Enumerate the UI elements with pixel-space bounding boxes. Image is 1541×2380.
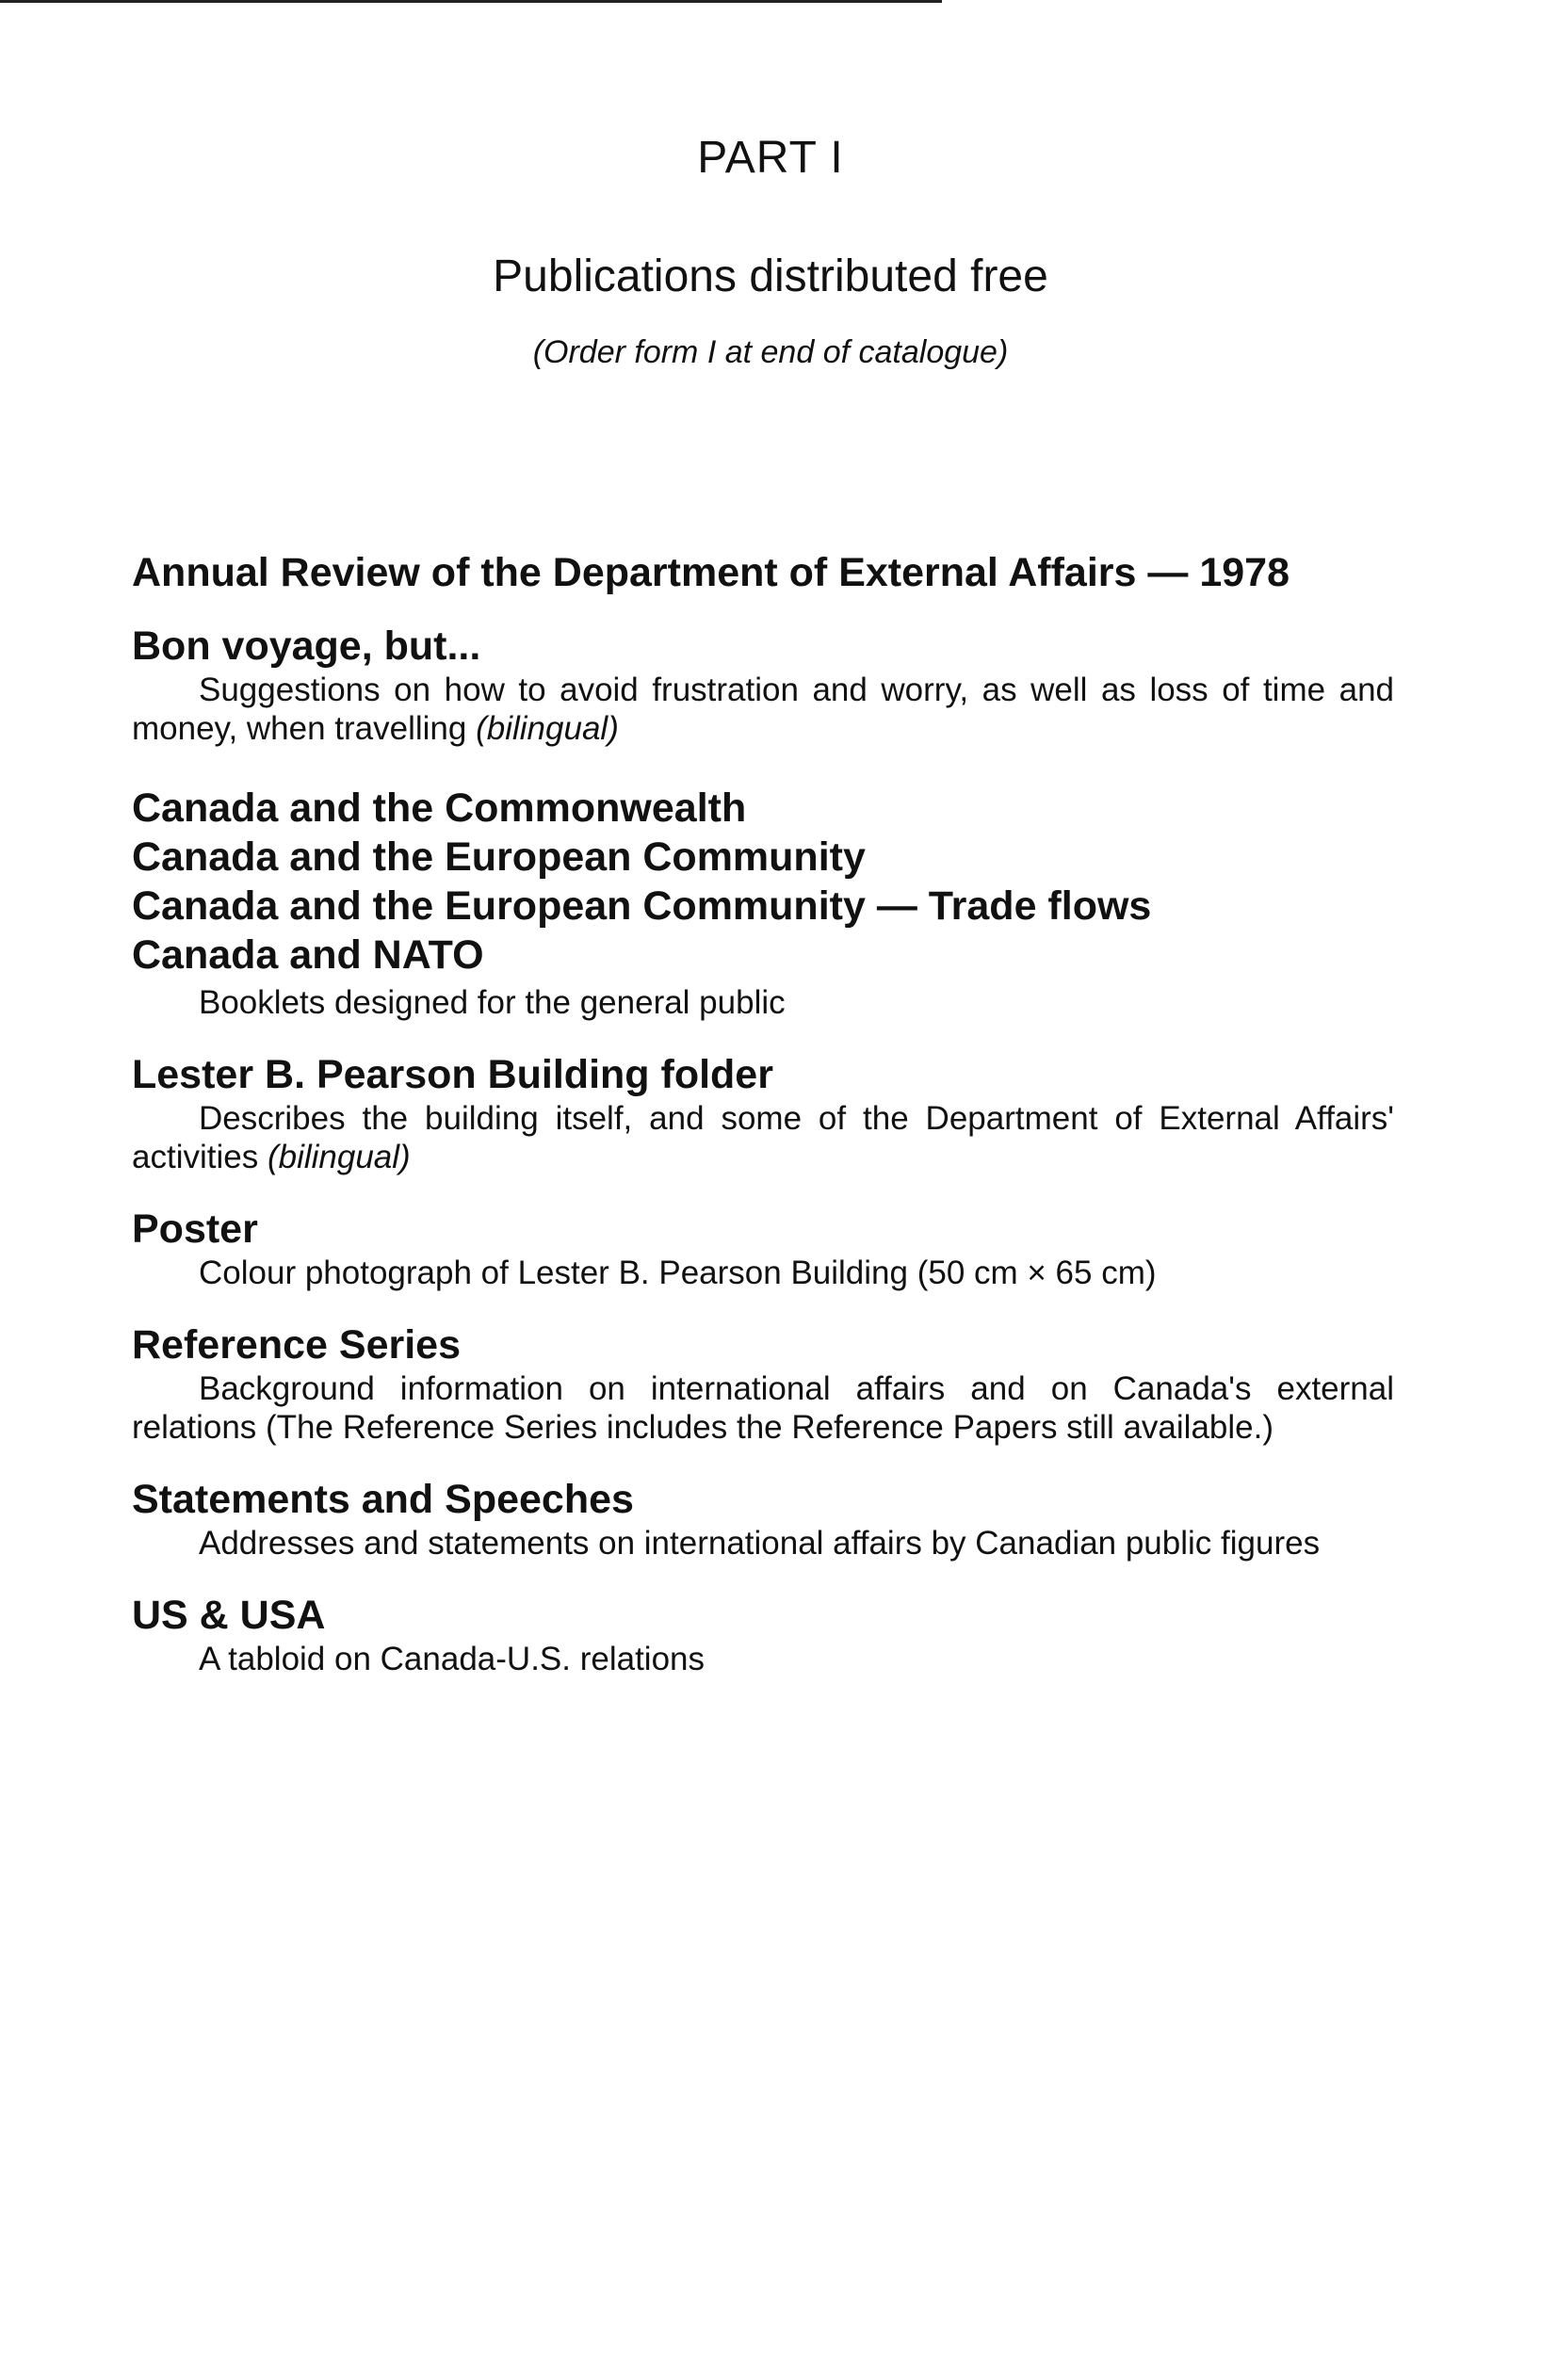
entry-title: US & USA xyxy=(132,1593,326,1638)
entry-title: Canada and the Commonwealth xyxy=(132,785,747,831)
entry-canada-commonwealth xyxy=(132,784,1394,833)
entry-description-text: Describes the building itself, and some of the Department of External Affairs' activities xyxy=(132,1100,1394,1175)
entry-title: Canada and the European Community xyxy=(132,834,866,880)
entry-canada-nato xyxy=(132,931,1394,1022)
entry-annual-review xyxy=(132,548,1394,597)
entry-description-text: Suggestions on how to avoid frustration and worry, as well as loss of time and money, when travelling xyxy=(132,672,1394,747)
order-form-note: (Order form I at end of catalogue) xyxy=(532,334,1009,370)
part-heading: PART I xyxy=(697,133,844,183)
section-title: Publications distributed free xyxy=(493,251,1048,301)
entry-title: Reference Series xyxy=(132,1322,461,1368)
entry-title: Bon voyage, but... xyxy=(132,623,481,669)
entry-us-usa xyxy=(132,1591,1394,1678)
entry-description xyxy=(132,1099,1394,1176)
entry-description xyxy=(132,671,1394,748)
entry-poster xyxy=(132,1205,1394,1292)
bilingual-note: (bilingual) xyxy=(267,1139,411,1175)
publication-list xyxy=(132,548,1394,1678)
entry-description: Booklets designed for the general public xyxy=(199,984,786,1021)
entry-bon-voyage xyxy=(132,622,1394,748)
entry-canada-european-community xyxy=(132,833,1394,882)
entry-reference-series xyxy=(132,1320,1394,1447)
entry-title: Canada and the European Community — Trade flows xyxy=(132,883,1152,929)
entry-description: Background information on international affairs and on Canada's external relations (The Reference Series includes the Reference Papers still available.) xyxy=(132,1370,1394,1446)
entry-title: Statements and Speeches xyxy=(132,1477,634,1522)
entry-title: Poster xyxy=(132,1206,258,1252)
entry-description: A tabloid on Canada-U.S. relations xyxy=(199,1641,705,1677)
entry-pearson-building-folder xyxy=(132,1050,1394,1176)
top-rule xyxy=(0,0,942,3)
entry-description: Colour photograph of Lester B. Pearson Building (50 cm × 65 cm) xyxy=(199,1255,1157,1291)
entry-description: Addresses and statements on international affairs by Canadian public figures xyxy=(199,1525,1321,1562)
entry-title: Annual Review of the Department of External Affairs — 1978 xyxy=(132,550,1290,595)
entry-title: Lester B. Pearson Building folder xyxy=(132,1052,773,1097)
bilingual-note: (bilingual) xyxy=(476,710,619,747)
entry-title: Canada and NATO xyxy=(132,932,484,978)
entry-canada-ec-trade-flows xyxy=(132,882,1394,931)
entry-statements-speeches xyxy=(132,1475,1394,1562)
